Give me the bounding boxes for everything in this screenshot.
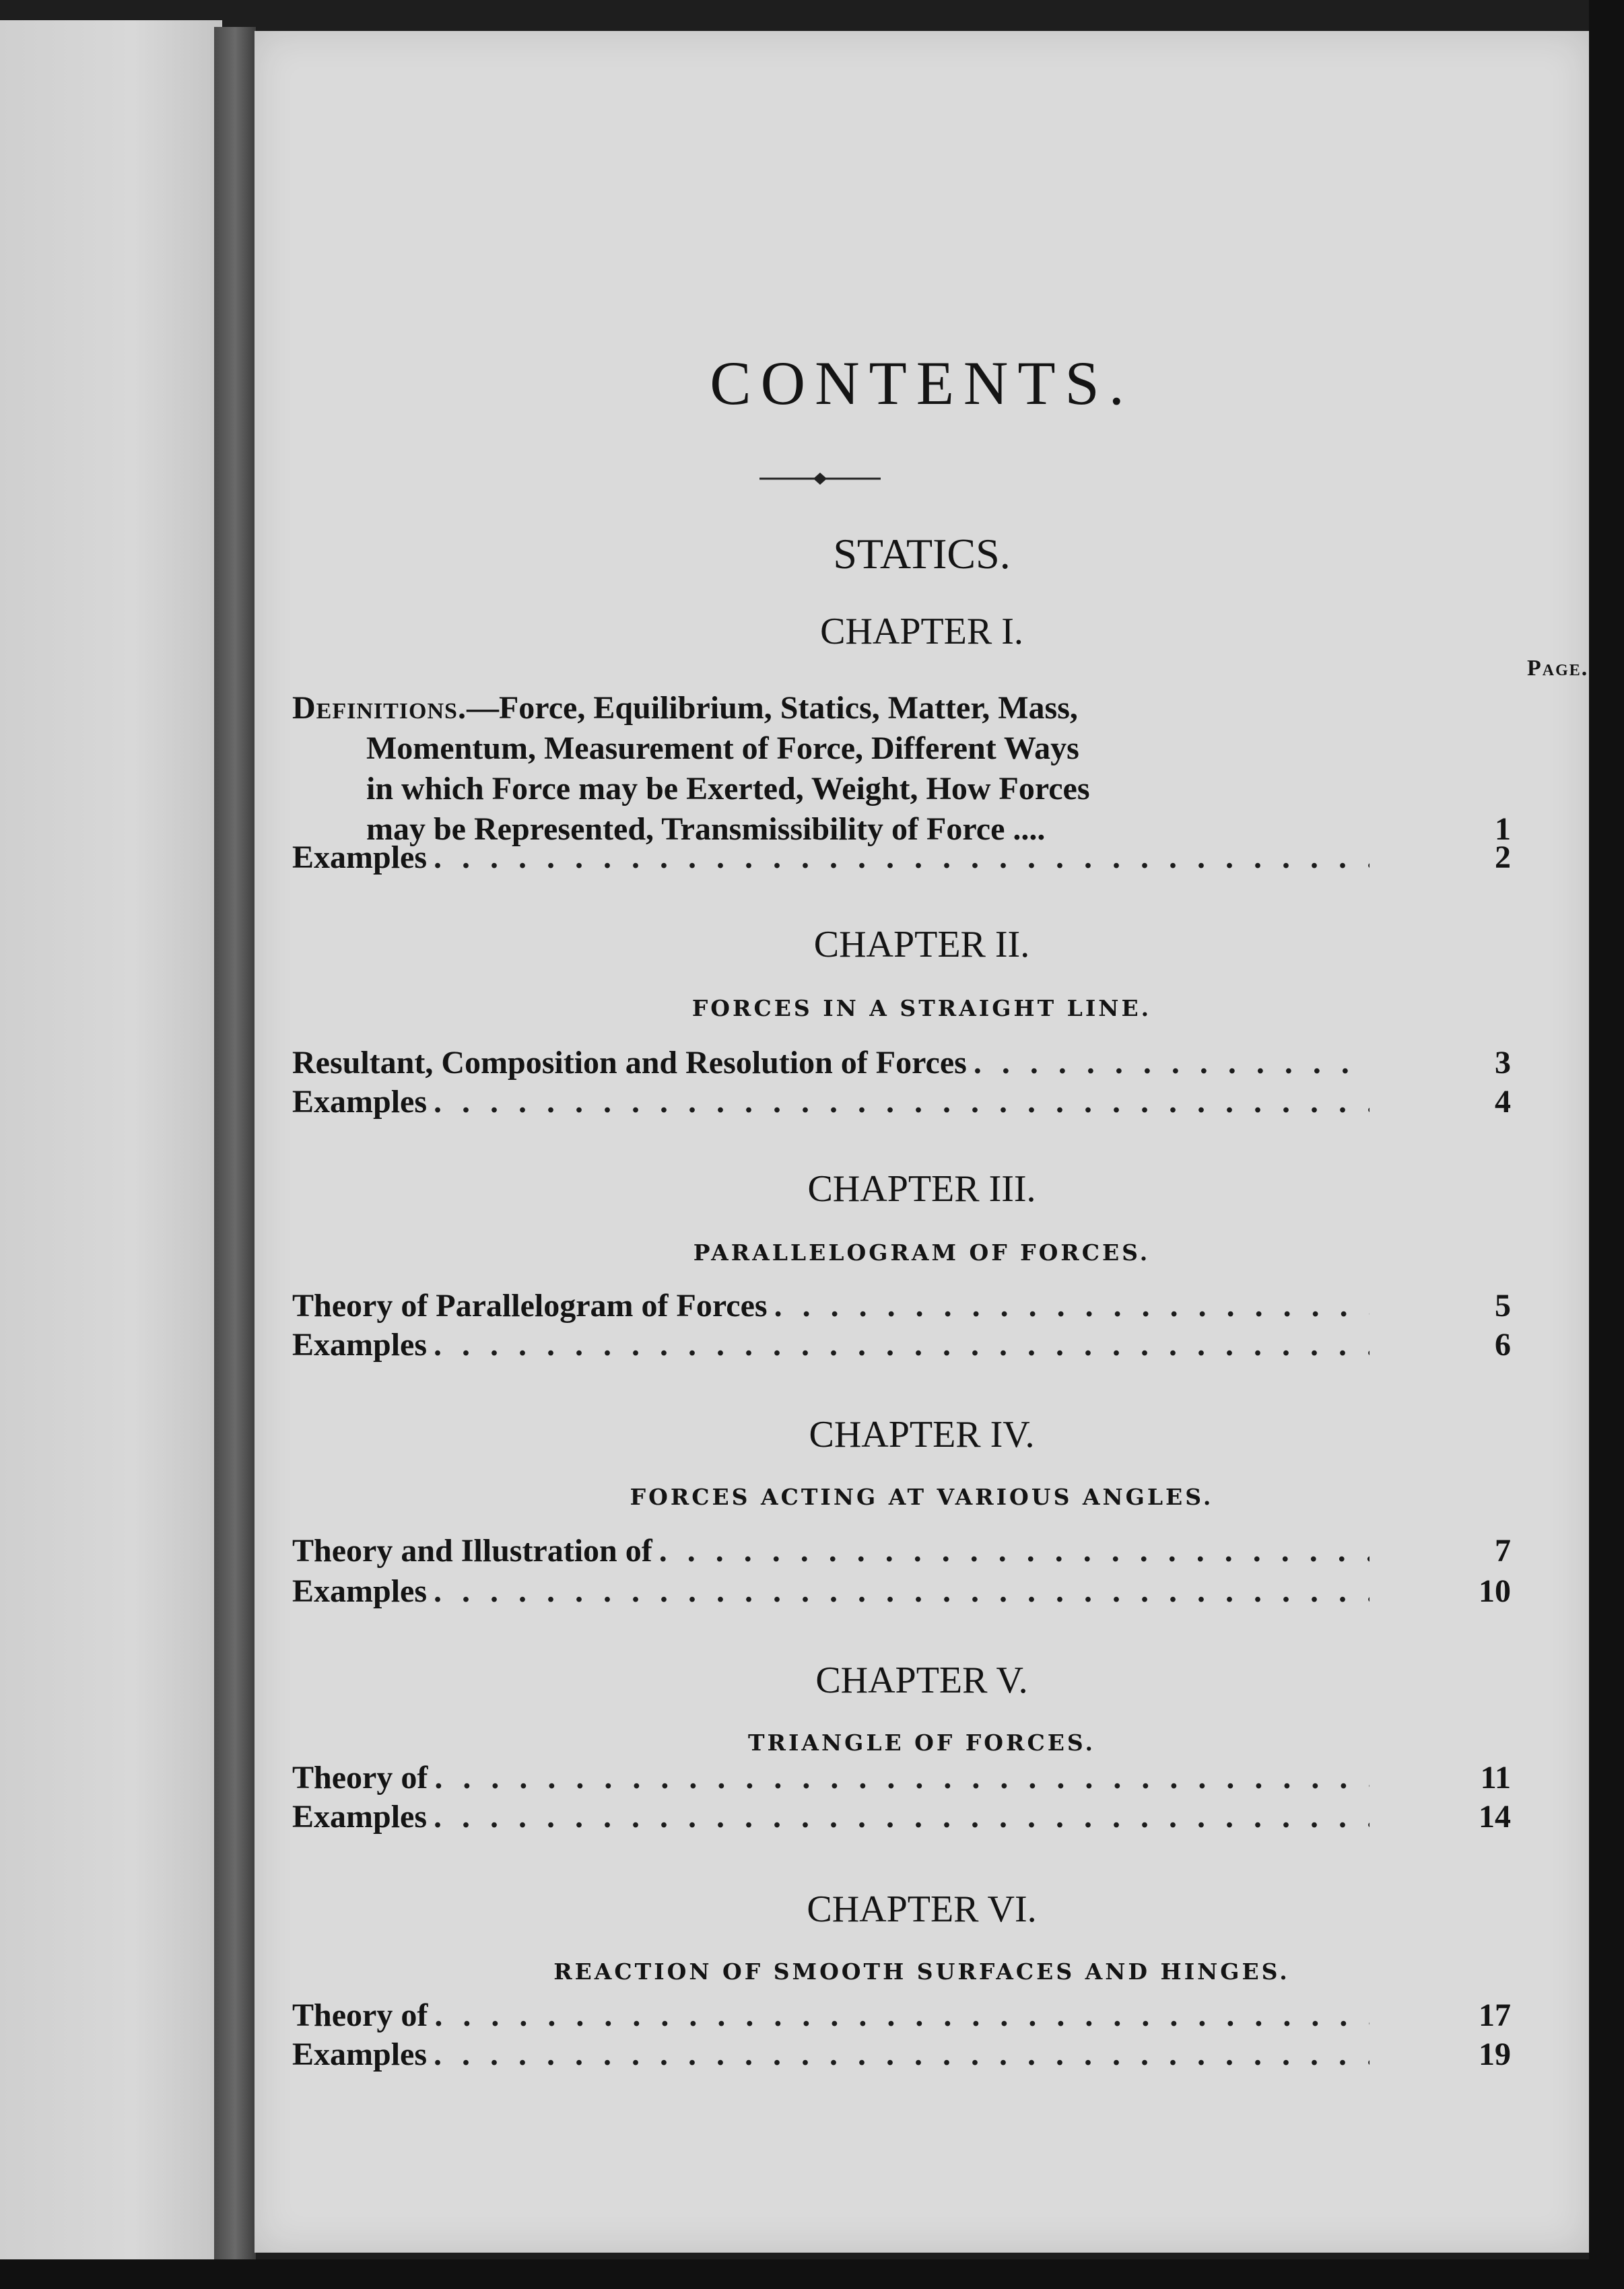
chapter-heading: CHAPTER VI. xyxy=(807,1888,1037,1930)
chapter-heading: CHAPTER V. xyxy=(815,1660,1028,1701)
toc-entry xyxy=(292,1532,1511,1569)
definition-entry xyxy=(292,688,1511,850)
book-gutter xyxy=(214,27,256,2262)
toc-entry xyxy=(292,1798,1511,1835)
toc-entry xyxy=(292,1287,1511,1324)
entry-label: Examples xyxy=(292,840,428,875)
page-number: 14 xyxy=(1479,1799,1511,1835)
scan-border-bottom xyxy=(0,2259,1624,2289)
entry-label: Examples xyxy=(292,1084,428,1120)
facing-page xyxy=(0,20,222,2262)
definition-line: may be Represented, Transmissibility of Force .... xyxy=(366,811,1046,847)
definition-label: Definitions. xyxy=(292,690,467,726)
page-number: 2 xyxy=(1495,840,1511,875)
chapter-subtitle: PARALLELOGRAM OF FORCES. xyxy=(693,1239,1151,1266)
page-number: 6 xyxy=(1495,1327,1511,1363)
toc-entry xyxy=(292,2036,1511,2073)
chapter-subtitle: FORCES ACTING AT VARIOUS ANGLES. xyxy=(630,1484,1214,1510)
entry-label: Examples xyxy=(292,2037,428,2072)
toc-entry xyxy=(292,1997,1511,2034)
entry-label: Theory of xyxy=(292,1760,428,1796)
definition-line: —Force, Equilibrium, Statics, Matter, Mass, xyxy=(466,690,1078,726)
chapter-subtitle: REACTION OF SMOOTH SURFACES AND HINGES. xyxy=(553,1958,1290,1985)
scan-border-right xyxy=(1589,0,1624,2289)
page-number: 5 xyxy=(1495,1288,1511,1324)
page-number: 11 xyxy=(1480,1760,1511,1796)
entry-label: Examples xyxy=(292,1799,428,1835)
page-number: 3 xyxy=(1495,1045,1511,1081)
page-number: 7 xyxy=(1495,1533,1511,1569)
entry-label: Theory of Parallelogram of Forces xyxy=(292,1288,768,1324)
chapter-heading: CHAPTER I. xyxy=(820,611,1023,652)
entry-label: Theory and Illustration of xyxy=(292,1533,652,1569)
chapter-heading: CHAPTER IV. xyxy=(809,1414,1035,1456)
entry-label: Theory of xyxy=(292,1997,428,2033)
toc-entry xyxy=(292,1044,1511,1081)
toc-entry xyxy=(292,1326,1511,1363)
part-title: STATICS. xyxy=(833,530,1011,578)
definition-line: Momentum, Measurement of Force, Different Ways xyxy=(366,730,1079,766)
page-number: 19 xyxy=(1479,2037,1511,2072)
ornament-rule xyxy=(759,469,881,489)
toc-entry xyxy=(292,839,1511,876)
page-number: 10 xyxy=(1479,1573,1511,1609)
page-number: 4 xyxy=(1495,1084,1511,1120)
chapter-subtitle: TRIANGLE OF FORCES. xyxy=(747,1730,1096,1756)
entry-label: Examples xyxy=(292,1573,428,1609)
page-column-label: Page. xyxy=(1527,656,1589,681)
definition-line: in which Force may be Exerted, Weight, How Forces xyxy=(366,771,1090,807)
page-number: 17 xyxy=(1479,1997,1511,2033)
page-number: 1 xyxy=(1495,811,1511,847)
contents-page xyxy=(255,31,1589,2253)
toc-entry xyxy=(292,1573,1511,1610)
toc-entry xyxy=(292,1759,1511,1796)
chapter-heading: CHAPTER III. xyxy=(807,1168,1036,1210)
page-title: CONTENTS. xyxy=(710,349,1134,417)
entry-label: Examples xyxy=(292,1327,428,1363)
chapter-subtitle: FORCES IN A STRAIGHT LINE. xyxy=(691,995,1152,1021)
chapter-heading: CHAPTER II. xyxy=(813,924,1030,965)
entry-label: Resultant, Composition and Resolution of Forces xyxy=(292,1045,967,1081)
toc-entry xyxy=(292,1083,1511,1120)
